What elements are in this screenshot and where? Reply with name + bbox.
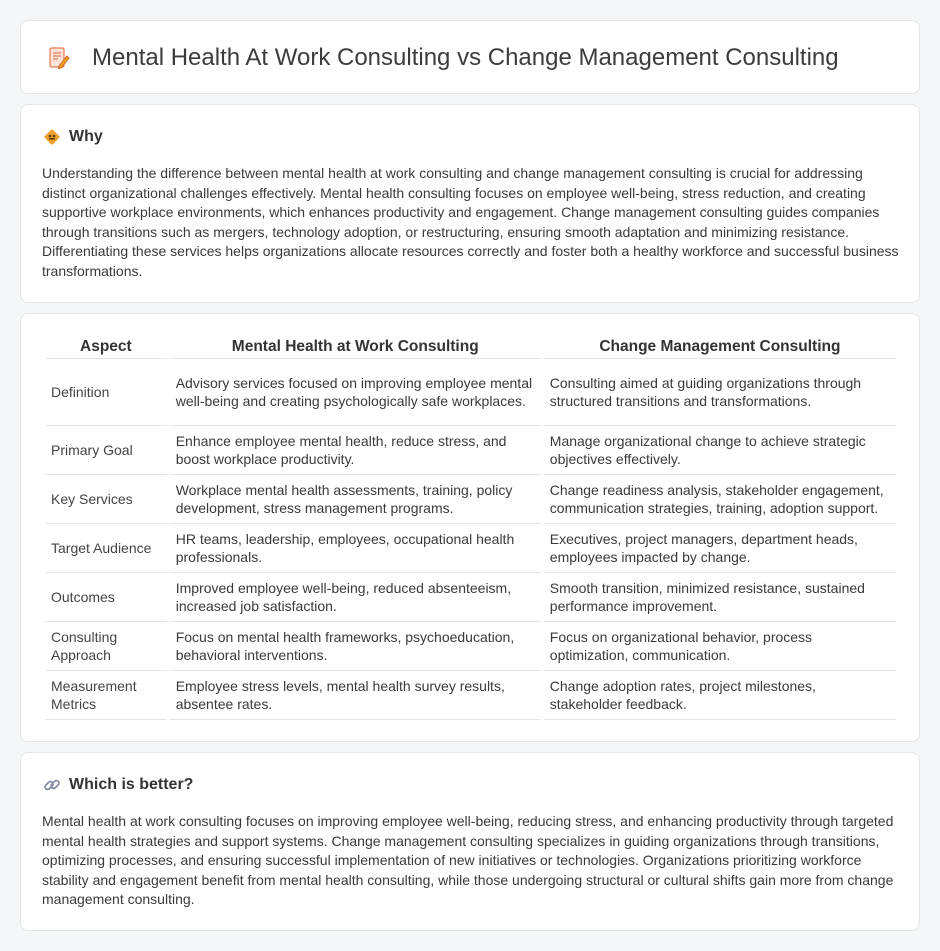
change-management-cell: Change adoption rates, project milestones, stakeholder feedback.: [544, 671, 896, 720]
page-title: Mental Health At Work Consulting vs Change Management Consulting: [92, 44, 839, 71]
change-management-cell: Consulting aimed at guiding organizations through structured transitions and transformations.: [544, 359, 896, 426]
mental-health-cell: HR teams, leadership, employees, occupational health professionals.: [170, 524, 541, 573]
document-pencil-icon: [47, 46, 71, 70]
why-section: [20, 104, 920, 303]
aspect-cell: Key Services: [45, 475, 167, 524]
change-management-cell: Change readiness analysis, stakeholder engagement, communication strategies, training, adoption support.: [544, 475, 896, 524]
table-row: [45, 671, 896, 720]
better-body: Mental health at work consulting focuses on improving employee well-being, reducing stress, and enhancing productivity through targeted mental health strategies and support systems. Change management consulting specializes in guiding organizations through transitions, optimizing processes, and ensuring successful implementation of new initiatives or technologies. Organizations prioritizing workforce stability and engagement benefit from mental health consulting, while those undergoing structural or cultural shifts gain more from change management consulting.: [42, 813, 894, 907]
why-title: Why: [69, 128, 103, 145]
aspect-cell: Outcomes: [45, 573, 167, 622]
table-row: [45, 359, 896, 426]
table-row: [45, 573, 896, 622]
aspect-cell: Definition: [45, 359, 167, 426]
aspect-cell: Primary Goal: [45, 426, 167, 475]
change-management-cell: Manage organizational change to achieve strategic objectives effectively.: [544, 426, 896, 475]
why-body: Understanding the difference between mental health at work consulting and change management consulting is crucial for addressing distinct organizational challenges effectively. Mental health consulting focuses on employee well-being, stress reduction, and creating supportive workplace environments, which enhances productivity and engagement. Change management consulting guides companies through transitions such as mergers, technology adoption, or restructuring, ensuring smooth adaptation and minimizing resistance. Differentiating these services helps organizations allocate resources correctly and foster both a healthy workforce and successful business transformations.: [42, 165, 899, 279]
mental-health-cell: Enhance employee mental health, reduce stress, and boost workplace productivity.: [170, 426, 541, 475]
table-row: [45, 475, 896, 524]
aspect-cell: Consulting Approach: [45, 622, 167, 671]
which-is-better-section: [20, 752, 920, 931]
mental-health-cell: Workplace mental health assessments, training, policy development, stress management programs.: [170, 475, 541, 524]
table-row: [45, 622, 896, 671]
aspect-cell: Measurement Metrics: [45, 671, 167, 720]
change-management-cell: Executives, project managers, department heads, employees impacted by change.: [544, 524, 896, 573]
better-heading: [43, 774, 193, 796]
header-card: [20, 20, 920, 94]
mental-health-cell: Focus on mental health frameworks, psychoeducation, behavioral interventions.: [170, 622, 541, 671]
change-management-cell: Focus on organizational behavior, process optimization, communication.: [544, 622, 896, 671]
change-management-cell: Smooth transition, minimized resistance, sustained performance improvement.: [544, 573, 896, 622]
why-heading: [43, 126, 103, 148]
header-mental-health: Mental Health at Work Consulting: [170, 335, 541, 359]
diamond-sign-icon: [43, 128, 61, 146]
better-title: Which is better?: [69, 776, 194, 793]
comparison-table: [42, 335, 899, 720]
table-row: [45, 524, 896, 573]
comparison-table-card: [20, 313, 920, 742]
mental-health-cell: Advisory services focused on improving employee mental well-being and creating psychologically safe workplaces.: [170, 359, 541, 426]
table-header-row: [45, 335, 896, 359]
mental-health-cell: Improved employee well-being, reduced absenteeism, increased job satisfaction.: [170, 573, 541, 622]
aspect-cell: Target Audience: [45, 524, 167, 573]
table-row: [45, 426, 896, 475]
header-change-management: Change Management Consulting: [544, 335, 896, 359]
mental-health-cell: Employee stress levels, mental health survey results, absentee rates.: [170, 671, 541, 720]
header-aspect: Aspect: [45, 335, 167, 359]
link-icon: [43, 776, 61, 794]
